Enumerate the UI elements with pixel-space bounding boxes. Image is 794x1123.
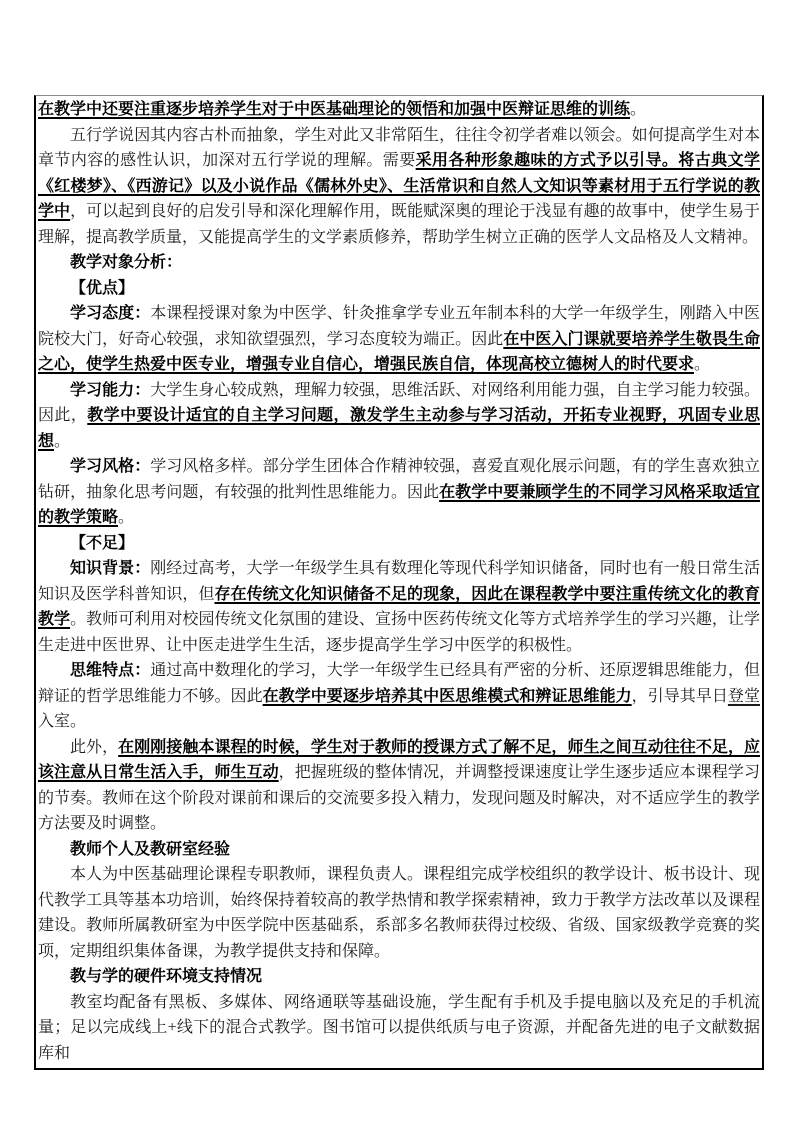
text-run: 。教师可利用对校园传统文化氛围的建设、宣扬中医药传统文化等方式培养学生的学习兴趣，让学生走进中医世界、让中医走进学生生活，逐步提高学生学习中医学的积极性。 [38, 611, 760, 654]
text-run: 刚经过高考，大学一年级学生具有数理化等现代科学知识储备，同时也有一般日常生活知识及医学科普知识，但 [38, 560, 760, 603]
text-run: 大学生身心较成熟，理解力较强，思维活跃、对网络利用能力强，自主学习能力较强。因此， [38, 381, 760, 424]
text-run: 。 [118, 509, 135, 526]
text-run: ，引导其早日 [631, 687, 728, 705]
paragraph [38, 454, 760, 531]
text-run: 学习态度： [70, 305, 151, 322]
text-run: ，把握班级的整体情况，并调整授课速度让学生逐步适应本课程学习的节奏。教师在这个阶段对课前和课后的交流要多投入精力，发现问题及时解决，对不适应学生的教学方法要及时调整。 [38, 764, 760, 832]
text-run: 教学中要设计适宜的自主学习问题，激发学生主动参与学习活动，开拓专业视野，巩固专业思想 [38, 407, 760, 450]
paragraph [38, 123, 760, 251]
text-run: 此外， [70, 738, 119, 756]
paragraph [38, 658, 760, 735]
text-run: 知识背景： [70, 560, 151, 577]
text-run: 本课程授课对象为中医学、针灸推拿学专业五年制本科的大学一年级学生，刚踏入中医院校大门，好奇心较强，求知欲望强烈，学习态度较为端正。因此 [38, 305, 760, 348]
paragraph [38, 862, 760, 964]
paragraph [38, 990, 760, 1067]
text-run: 教与学的硬件环境支持情况 [70, 968, 263, 985]
text-run: 五行学说因其内容古朴而抽象，学生对此又非常陌生，往往令初学者难以领会。如何提高学生对本章节内容的感性认识，加深对五行学说的理解。需要 [38, 126, 760, 169]
paragraph [38, 735, 760, 837]
paragraph [38, 837, 760, 863]
text-run: 登堂 [727, 687, 760, 705]
content-table-border [34, 95, 764, 1070]
text-run: 学习风格： [70, 458, 151, 475]
text-run: 教学对象分析： [70, 254, 183, 271]
text-run: 在中医入门课就要培养学生敬畏生命之心，使学生热爱中医专业，增强专业自信心，增强民族自信，体现高校立德树人的时代要求 [38, 330, 760, 373]
paragraph [38, 250, 760, 276]
text-run: 【不足】 [70, 534, 135, 552]
text-run: 通过高中数理化的学习，大学一年级学生已经具有严密的分析、还原逻辑思维能力，但辩证的哲学思维能力不够。因此 [38, 662, 760, 705]
text-run: 采用各种形象趣味的方式予以引导。将古典文学《红楼梦》、《西游记》以及小说作品《儒林外史》、生活常识和自然人文知识等素材用于五行学说的教学中 [38, 152, 760, 220]
paragraph [38, 276, 760, 302]
table-cell [38, 97, 760, 1066]
text-run: 在教学中还要注重逐步培养学生对于中医基础理论的领悟和加强中医辩证思维的训练 [38, 101, 631, 118]
text-run: 在刚刚接触本课程的时候，学生对于教师的授课方式了解不足，师生之间互动往往不足，应该注意从日常生活入手，师生互动 [38, 738, 760, 781]
text-run: 教师个人及教研室经验 [70, 840, 231, 858]
text-run: 。 [54, 432, 71, 450]
text-run: 学习风格多样。部分学生团体合作精神较强，喜爱直观化展示问题，有的学生喜欢独立钻研，抽象化思考问题，有较强的批判性思维能力。因此 [38, 458, 760, 501]
paragraph [38, 556, 760, 658]
text-run: 本人为中医基础理论课程专职教师，课程负责人。课程组完成学校组织的教学设计、板书设计、现代教学工具等基本功培训，始终保持着较高的教学热情和教学探索精神，致力于教学方法改革以及课程建设。教师所属教研室为中医学院中医基础系，系部多名教师获得过校级、省级、国家级教学竞赛的奖项，定期组织集体备课，为教学提供支持和保障。 [38, 866, 760, 960]
text-run: 教室均配备有黑板、多媒体、网络通联等基础设施，学生配有手机及手提电脑以及充足的手机流量；足以完成线上+线下的混合式教学。图书馆可以提供纸质与电子资源，并配备先进的电子文献数据库和 [38, 993, 760, 1062]
text-run: 思维特点： [70, 662, 151, 679]
text-run: 。 [694, 356, 711, 373]
paragraph [38, 964, 760, 990]
text-run: 存在传统文化知识储备不足的现象，因此在课程教学中要注重传统文化的教育教学 [38, 585, 760, 628]
text-run: 入室。 [38, 713, 87, 730]
paragraph [38, 301, 760, 378]
paragraph [38, 378, 760, 455]
paragraph [38, 531, 760, 557]
text-run: 在教学中要逐步培养其中医思维模式和辨证思维能力 [262, 687, 632, 705]
text-run: 。 [630, 101, 647, 118]
text-run: ，可以起到良好的启发引导和深化理解作用，既能赋深奥的理论于浅显有趣的故事中，使学生易于理解，提高教学质量，又能提高学生的文学素质修养，帮助学生树立正确的医学人文品格及人文精神。 [38, 203, 760, 246]
text-run: 在教学中要兼顾学生的不同学习风格采取适宜的教学策略 [38, 483, 760, 526]
text-run: 学习能力： [70, 381, 151, 399]
paragraph [38, 97, 760, 123]
text-run: 【优点】 [70, 279, 135, 297]
